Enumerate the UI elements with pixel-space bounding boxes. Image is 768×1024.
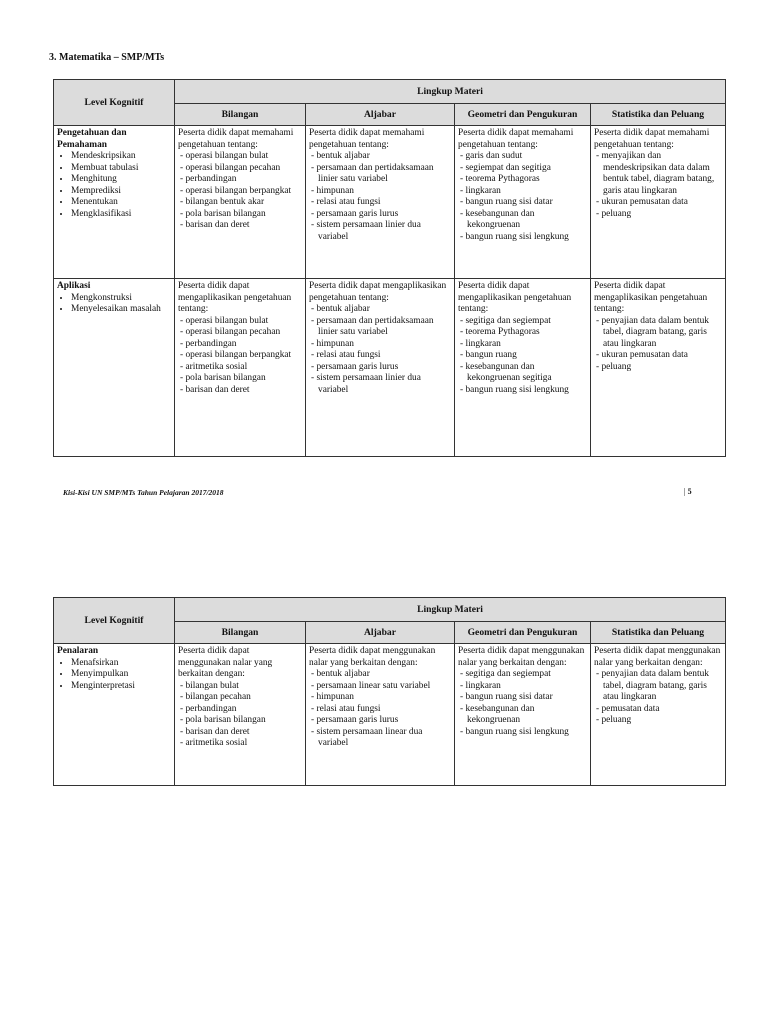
level-cell: [54, 644, 175, 786]
materi-item: - segitiga dan segiempat: [460, 669, 551, 679]
materi-item: - pola barisan bilangan: [180, 373, 266, 383]
materi-item: - pola barisan bilangan: [180, 715, 266, 725]
materi-item: - relasi atau fungsi: [311, 197, 381, 207]
materi-cell: [306, 126, 455, 279]
level-name: Pengetahuan dan Pemahaman: [57, 128, 127, 150]
materi-item: - barisan dan deret: [180, 384, 250, 395]
materi-item-text: menyajikan dan mendeskripsikan data dalam bentuk tabel, diagram batang, garis atau lingkaran: [601, 151, 715, 196]
header-lingkup-materi: Lingkup Materi: [175, 80, 726, 104]
materi-item-text: penyajian data dalam bentuk tabel, diagram batang, garis atau lingkaran: [601, 669, 709, 702]
materi-item: - operasi bilangan berpangkat: [180, 350, 292, 360]
materi-item: - operasi bilangan pecahan: [180, 162, 281, 173]
materi-item: - teorema Pythagoras: [460, 174, 540, 184]
level-skill-item: • Memprediksi: [71, 186, 171, 198]
materi-item-text: lingkaran: [465, 185, 501, 196]
cell-intro: Peserta didik dapat mengaplikasikan pengetahuan tentang:: [178, 281, 292, 314]
materi-item: - lingkaran: [460, 680, 501, 691]
level-skill-item: • Menginterpretasi: [71, 681, 171, 693]
materi-item-text: relasi atau fungsi: [316, 703, 381, 714]
materi-list: [458, 151, 587, 243]
materi-list: [594, 316, 722, 374]
cell-intro: Peserta didik dapat menggunakan nalar yang berkaitan dengan:: [178, 646, 273, 679]
materi-item: - himpunan: [311, 692, 354, 702]
materi-item-text: segitiga dan segiempat: [465, 669, 551, 679]
materi-list: [309, 151, 451, 243]
materi-item: - sistem persamaan linear dua variabel: [311, 726, 423, 748]
materi-item: - bentuk aljabar: [311, 151, 370, 161]
materi-item-text: lingkaran: [465, 338, 501, 349]
row-pengetahuan: [54, 126, 726, 279]
cell-intro: Peserta didik dapat menggunakan nalar yang berkaitan dengan:: [458, 646, 585, 668]
materi-cell: [306, 279, 455, 457]
materi-item: - segitiga dan segiempat: [460, 315, 551, 326]
materi-item: - teorema Pythagoras: [460, 327, 540, 337]
row-penalaran: [54, 644, 726, 786]
materi-item-text: kesebangunan dan kekongruenan segitiga: [465, 361, 552, 383]
materi-list: [178, 151, 302, 232]
materi-item: - persamaan garis lurus: [311, 715, 399, 725]
level-skill-list: [57, 151, 171, 220]
level-cell: [54, 279, 175, 457]
materi-item-text: bentuk aljabar: [316, 304, 370, 314]
materi-cell: [306, 644, 455, 786]
section-title: 3. Matematika – SMP/MTs: [49, 52, 165, 63]
level-skill-item: • Menyimpulkan: [71, 669, 171, 681]
materi-list: [309, 669, 451, 750]
materi-item: - segiempat dan segitiga: [460, 162, 551, 173]
materi-item: - barisan dan deret: [180, 726, 250, 737]
header-level-kognitif: Level Kognitif: [54, 80, 175, 126]
materi-item-text: pola barisan bilangan: [185, 208, 266, 219]
materi-item-text: operasi bilangan bulat: [185, 315, 269, 326]
materi-item-text: kesebangunan dan kekongruenan: [465, 208, 535, 230]
materi-item: - bangun ruang sisi lengkung: [460, 384, 569, 395]
materi-item: - sistem persamaan linier dua variabel: [311, 373, 421, 395]
materi-item: - lingkaran: [460, 185, 501, 196]
level-skill-list: [57, 293, 171, 316]
materi-item: - bangun ruang sisi lengkung: [460, 726, 569, 737]
materi-item: - relasi atau fungsi: [311, 703, 381, 714]
materi-list: [594, 669, 722, 727]
materi-cell: [455, 644, 591, 786]
level-cell: [54, 126, 175, 279]
materi-item-text: relasi atau fungsi: [316, 197, 381, 207]
header-aljabar: Aljabar: [306, 104, 455, 126]
materi-item-text: bilangan bentuk akar: [185, 197, 265, 207]
materi-item-text: sistem persamaan linear dua variabel: [316, 726, 423, 748]
row-aplikasi: [54, 279, 726, 457]
cell-intro: Peserta didik dapat menggunakan nalar yang berkaitan dengan:: [309, 646, 436, 668]
materi-item-text: perbandingan: [185, 338, 237, 349]
header-statistika: Statistika dan Peluang: [591, 104, 726, 126]
materi-cell: [175, 279, 306, 457]
level-name: Aplikasi: [57, 281, 91, 291]
materi-item-text: persamaan dan pertidaksamaan linier satu variabel: [316, 162, 434, 184]
cell-intro: Peserta didik dapat mengaplikasikan pengetahuan tentang:: [594, 281, 708, 314]
materi-item-text: operasi bilangan berpangkat: [185, 185, 292, 196]
materi-item: - sistem persamaan linier dua variabel: [311, 220, 421, 242]
materi-item-text: pemusatan data: [601, 703, 660, 714]
materi-item: - aritmetika sosial: [180, 361, 248, 372]
materi-cell: [455, 279, 591, 457]
materi-item: - lingkaran: [460, 338, 501, 349]
level-name: Penalaran: [57, 646, 99, 656]
materi-item-text: segiempat dan segitiga: [465, 162, 551, 173]
materi-item: - ukuran pemusatan data: [596, 350, 688, 360]
materi-item-text: bangun ruang sisi lengkung: [465, 231, 569, 242]
materi-item: - pemusatan data: [596, 703, 660, 714]
materi-item-text: ukuran pemusatan data: [601, 197, 688, 207]
level-skill-item: • Mendeskripsikan: [71, 151, 171, 163]
materi-item-text: relasi atau fungsi: [316, 350, 381, 360]
materi-item-text: bilangan pecahan: [185, 692, 251, 702]
materi-item-text: operasi bilangan pecahan: [185, 162, 281, 173]
cell-intro: Peserta didik dapat memahami pengetahuan tentang:: [458, 128, 574, 150]
header-aljabar: Aljabar: [306, 622, 455, 644]
materi-item-text: barisan dan deret: [185, 220, 250, 230]
materi-cell: [175, 126, 306, 279]
cell-intro: Peserta didik dapat menggunakan nalar yang berkaitan dengan:: [594, 646, 721, 668]
materi-item: - pola barisan bilangan: [180, 208, 266, 219]
materi-list: [178, 681, 302, 750]
materi-item: - peluang: [596, 208, 632, 219]
materi-item: - penyajian data dalam bentuk tabel, diagram batang, garis atau lingkaran: [596, 315, 709, 349]
materi-item-text: sistem persamaan linier dua variabel: [316, 373, 421, 395]
level-skill-item: • Membuat tabulasi: [71, 163, 171, 175]
materi-item-text: persamaan linear satu variabel: [316, 680, 431, 691]
level-skill-item: • Mengkonstruksi: [71, 293, 171, 305]
materi-item-text: segitiga dan segiempat: [465, 315, 551, 326]
materi-item-text: bangun ruang sisi datar: [465, 197, 553, 207]
materi-item: - perbandingan: [180, 174, 237, 184]
materi-item-text: persamaan dan pertidaksamaan linier satu variabel: [316, 315, 434, 337]
materi-item-text: operasi bilangan pecahan: [185, 327, 281, 337]
materi-item-text: himpunan: [316, 692, 354, 702]
materi-list: [309, 304, 451, 396]
materi-item-text: ukuran pemusatan data: [601, 350, 688, 360]
materi-item: - garis dan sudut: [460, 151, 523, 161]
cell-intro: Peserta didik dapat mengaplikasikan pengetahuan tentang:: [309, 281, 447, 303]
materi-item-text: barisan dan deret: [185, 384, 250, 395]
header-statistika: Statistika dan Peluang: [591, 622, 726, 644]
materi-item: - perbandingan: [180, 703, 237, 714]
header-level-kognitif: Level Kognitif: [54, 598, 175, 644]
materi-item-text: persamaan garis lurus: [316, 208, 399, 219]
level-skill-list: [57, 658, 171, 693]
materi-item: - persamaan dan pertidaksamaan linier satu variabel: [311, 162, 434, 184]
materi-item-text: aritmetika sosial: [185, 361, 248, 372]
materi-list: [458, 669, 587, 738]
materi-item-text: bangun ruang sisi lengkung: [465, 384, 569, 395]
level-skill-item: • Menyelesaikan masalah: [71, 304, 171, 316]
materi-item: - operasi bilangan bulat: [180, 151, 269, 161]
materi-item: - peluang: [596, 715, 632, 725]
materi-item-text: himpunan: [316, 338, 354, 349]
level-skill-item: • Menentukan: [71, 197, 171, 209]
materi-item: - bangun ruang: [460, 350, 517, 360]
materi-list: [594, 151, 722, 220]
materi-item: - peluang: [596, 361, 632, 372]
materi-item-text: perbandingan: [185, 703, 237, 714]
materi-item: - penyajian data dalam bentuk tabel, diagram batang, garis atau lingkaran: [596, 669, 709, 702]
materi-item: - bilangan bulat: [180, 680, 239, 691]
materi-item: - kesebangunan dan kekongruenan segitiga: [460, 361, 552, 383]
materi-cell: [175, 644, 306, 786]
materi-item: - bangun ruang sisi datar: [460, 692, 553, 702]
materi-item: - persamaan linear satu variabel: [311, 680, 431, 691]
cell-intro: Peserta didik dapat memahami pengetahuan tentang:: [309, 128, 425, 150]
materi-cell: [591, 644, 726, 786]
materi-item-text: bangun ruang sisi datar: [465, 692, 553, 702]
materi-item: - bilangan pecahan: [180, 692, 251, 702]
materi-item: - operasi bilangan berpangkat: [180, 185, 292, 196]
materi-item-text: operasi bilangan bulat: [185, 151, 269, 161]
materi-list: [458, 316, 587, 397]
materi-cell: [591, 126, 726, 279]
materi-item-text: bangun ruang sisi lengkung: [465, 726, 569, 737]
materi-item: - perbandingan: [180, 338, 237, 349]
level-skill-item: • Menghitung: [71, 174, 171, 186]
materi-item: - persamaan garis lurus: [311, 361, 399, 372]
materi-item-text: peluang: [601, 715, 632, 725]
materi-item-text: penyajian data dalam bentuk tabel, diagram batang, garis atau lingkaran: [601, 315, 709, 349]
materi-item: - persamaan garis lurus: [311, 208, 399, 219]
materi-item-text: teorema Pythagoras: [465, 174, 540, 184]
kisi-table-2: [53, 597, 726, 786]
materi-item-text: peluang: [601, 361, 632, 372]
materi-item: - himpunan: [311, 185, 354, 196]
header-bilangan: Bilangan: [175, 622, 306, 644]
materi-item-text: barisan dan deret: [185, 726, 250, 737]
materi-item: - himpunan: [311, 338, 354, 349]
materi-item: - bangun ruang sisi lengkung: [460, 231, 569, 242]
cell-intro: Peserta didik dapat memahami pengetahuan tentang:: [594, 128, 710, 150]
materi-item-text: himpunan: [316, 185, 354, 196]
materi-item-text: persamaan garis lurus: [316, 715, 399, 725]
materi-item-text: pola barisan bilangan: [185, 715, 266, 725]
materi-item: - bangun ruang sisi datar: [460, 197, 553, 207]
materi-item-text: sistem persamaan linier dua variabel: [316, 220, 421, 242]
page-number: | 5: [684, 487, 692, 496]
cell-intro: Peserta didik dapat mengaplikasikan pengetahuan tentang:: [458, 281, 572, 314]
materi-item: - ukuran pemusatan data: [596, 197, 688, 207]
materi-item-text: aritmetika sosial: [185, 738, 248, 748]
materi-item-text: bentuk aljabar: [316, 151, 370, 161]
materi-item: - kesebangunan dan kekongruenan: [460, 208, 535, 230]
header-geometri: Geometri dan Pengukuran: [455, 104, 591, 126]
materi-item-text: bilangan bulat: [185, 680, 239, 691]
materi-item: - persamaan dan pertidaksamaan linier satu variabel: [311, 315, 434, 337]
materi-item-text: pola barisan bilangan: [185, 373, 266, 383]
level-skill-item: • Menafsirkan: [71, 658, 171, 670]
materi-item-text: bentuk aljabar: [316, 669, 370, 679]
cell-intro: Peserta didik dapat memahami pengetahuan tentang:: [178, 128, 294, 150]
kisi-table-1: [53, 79, 726, 457]
materi-item: - bentuk aljabar: [311, 669, 370, 679]
materi-item: - menyajikan dan mendeskripsikan data dalam bentuk tabel, diagram batang, garis atau lingkaran: [596, 151, 715, 196]
materi-item: - bentuk aljabar: [311, 304, 370, 314]
materi-item: - operasi bilangan pecahan: [180, 327, 281, 337]
materi-item-text: peluang: [601, 208, 632, 219]
materi-cell: [591, 279, 726, 457]
materi-item: - aritmetika sosial: [180, 738, 248, 748]
materi-item-text: operasi bilangan berpangkat: [185, 350, 292, 360]
materi-item-text: lingkaran: [465, 680, 501, 691]
materi-item: - barisan dan deret: [180, 220, 250, 230]
materi-item-text: persamaan garis lurus: [316, 361, 399, 372]
materi-item: - kesebangunan dan kekongruenan: [460, 703, 535, 725]
materi-item-text: teorema Pythagoras: [465, 327, 540, 337]
header-lingkup-materi: Lingkup Materi: [175, 598, 726, 622]
materi-item-text: kesebangunan dan kekongruenan: [465, 703, 535, 725]
materi-list: [178, 316, 302, 397]
materi-item-text: perbandingan: [185, 174, 237, 184]
level-skill-item: • Mengklasifikasi: [71, 209, 171, 221]
materi-item: - bilangan bentuk akar: [180, 197, 265, 207]
header-geometri: Geometri dan Pengukuran: [455, 622, 591, 644]
materi-item: - relasi atau fungsi: [311, 350, 381, 360]
materi-item-text: bangun ruang: [465, 350, 517, 360]
footer-text: Kisi-Kisi UN SMP/MTs Tahun Pelajaran 2017/2018: [63, 488, 224, 497]
header-bilangan: Bilangan: [175, 104, 306, 126]
materi-item: - operasi bilangan bulat: [180, 315, 269, 326]
materi-cell: [455, 126, 591, 279]
materi-item-text: garis dan sudut: [465, 151, 523, 161]
